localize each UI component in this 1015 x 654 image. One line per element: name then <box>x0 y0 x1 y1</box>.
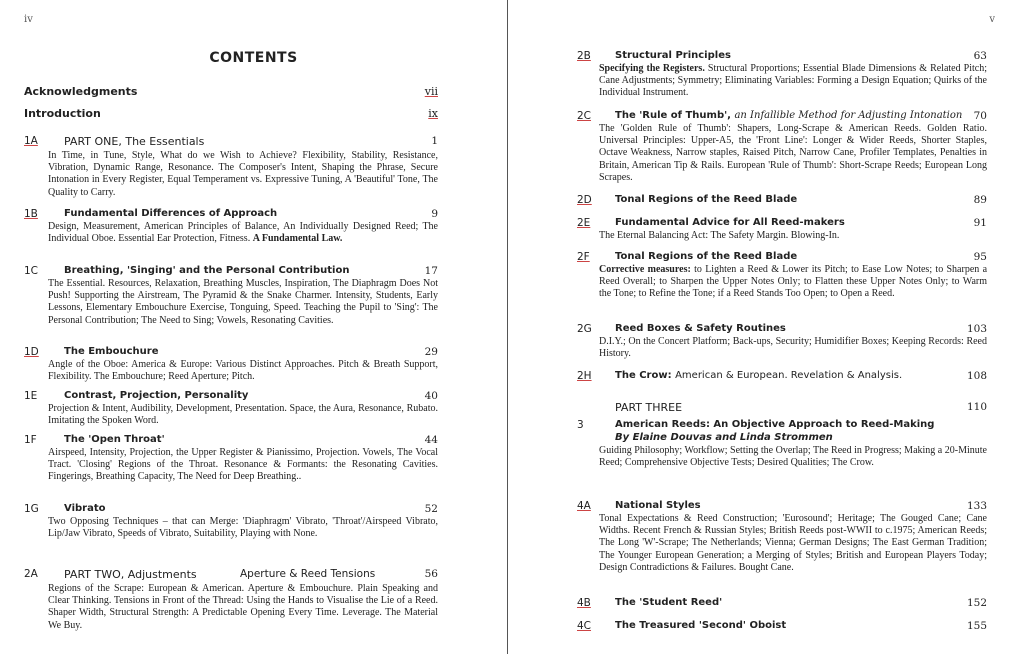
entry-page: 89 <box>973 194 987 206</box>
entry-number: 2D <box>577 194 592 206</box>
entry-description <box>48 221 438 245</box>
front-matter-label: Acknowledgments <box>24 85 138 98</box>
entry-number: 1B <box>24 208 38 220</box>
entry-page: 9 <box>431 208 438 220</box>
entry-description-text: to Lighten a Reed & Lower its Pitch; to Ease Low Notes; to Sharpen a Reed Overall; to Sharpen the Upper Notes Only; to Flatten these Upper Notes Only; to Warm the Tone; to Refine the Tone; if a Reed Stands Too Open; to Open a Reed. <box>599 264 988 300</box>
entry-heading: The Treasured 'Second' Oboist <box>615 620 787 631</box>
entry-number: 4B <box>577 597 591 609</box>
right-page-number: v <box>989 14 995 25</box>
toc-entry-4b <box>577 597 987 611</box>
entry-description-bold: Corrective measures: <box>599 264 691 275</box>
entry-page: 52 <box>424 503 438 515</box>
toc-entry-2g <box>577 323 987 363</box>
entry-number: 4C <box>577 620 592 632</box>
entry-heading: Tonal Regions of the Reed Blade <box>615 194 798 205</box>
entry-heading: Vibrato <box>64 503 106 514</box>
toc-entry-1a <box>24 135 438 205</box>
toc-entry-4c <box>577 620 987 634</box>
entry-description-text: Structural Proportions; Essential Blade Dimensions & Related Pitch; Cane Adjustments; Symmetry; Eliminating Variables: Forming a Design Equation; Quirks of the Individual Instrument. <box>599 63 988 99</box>
entry-description: Tonal Expectations & Reed Construction; 'Eurosound'; Heritage; The Gouged Cane; Cane Widths. Recent French & Russian Styles; British Reeds post-WWII to c.1975; American Reeds; The Long 'W'-Scrape; The Netherlands; Vienna; German Designs; The East German Tradition; The Younger European Generation; a Merging of Styles; British and European Players Today; Design Contradictions & Failures. Bought Cane. <box>599 513 987 573</box>
toc-entry-2c <box>577 110 987 186</box>
entry-number: 1C <box>24 265 39 277</box>
entry-page: 1 <box>431 135 438 147</box>
entry-heading: Breathing, 'Singing' and the Personal Contribution <box>64 265 350 276</box>
entry-description: The 'Golden Rule of Thumb': Shapers, Long-Scrape & American Reeds. Golden Ratio. Universal Principles: Upper-A5, the 'Front Line': Longer & Wider Reeds, Shorter Staples, Octave Weakness, Narrow staples, Raised Pitch, Narrow Cane, Profiler Templates, Penalties in Britain, American Tip & Rails. European 'Rule of Thumb': Short-Scrape Reeds; European Long Scrapes. <box>599 123 987 183</box>
entry-subheading: By Elaine Douvas and Linda Strommen <box>615 432 833 443</box>
entry-page: 110 <box>966 401 987 413</box>
toc-entry-1d <box>24 346 438 386</box>
entry-description: Angle of the Oboe: America & Europe: Various Distinct Approaches. Pitch & Breath Support, Flexibility. The Embouchure; Reed Aperture; Pitch. <box>48 359 438 383</box>
entry-heading: Fundamental Advice for All Reed-makers <box>615 217 845 228</box>
entry-page: 152 <box>966 597 987 609</box>
entry-heading-rest: American & European. Revelation & Analysis. <box>675 370 903 381</box>
entry-description: Regions of the Scrape: European & American. Aperture & Embouchure. Plain Speaking and Clear Thinking. Tensions in Front of the Thread: Using the Hands to Visualise the Lie of a Reed. Shaper Width, Structural Strength: A Predictable Opening Every Time. Leverage. The Material We Buy. <box>48 583 438 631</box>
entry-number: 1G <box>24 503 39 515</box>
entry-page: 70 <box>973 110 987 122</box>
entry-number: 2H <box>577 370 592 382</box>
entry-description: Two Opposing Techniques – that can Merge: 'Diaphragm' Vibrato, 'Throat'/Airspeed Vibrato, Lip/Jaw Vibrato, Speeds of Vibrato, Suitability, Playing with None. <box>48 516 438 540</box>
entry-description <box>599 63 987 100</box>
front-matter-page: vii <box>424 85 438 98</box>
entry-number: 2A <box>24 568 38 580</box>
contents-title: CONTENTS <box>209 50 298 66</box>
entry-number: 1A <box>24 135 38 147</box>
entry-page: 44 <box>424 434 438 446</box>
entry-description: Projection & Intent, Audibility, Development, Presentation. Space, the Aura, Resonance, Rubato. Imitating the Spoken Word. <box>48 403 438 427</box>
toc-entry-1b <box>24 208 438 260</box>
toc-entry-2b <box>577 50 987 102</box>
entry-heading: The 'Student Reed' <box>615 597 723 608</box>
entry-number: 4A <box>577 500 591 512</box>
entry-heading <box>615 110 962 121</box>
entry-heading: National Styles <box>615 500 701 511</box>
entry-description-bold: Specifying the Registers. <box>599 63 705 74</box>
entry-description <box>599 264 987 301</box>
entry-heading-main: The 'Rule of Thumb', <box>615 110 731 121</box>
entry-description-bold: A Fundamental Law. <box>252 233 343 245</box>
entry-description: The Essential. Resources, Relaxation, Breathing Muscles, Inspiration, The Diaphragm Does Not Push! Supporting the Airstream, The Pyramid & the Snake Charmer. Intensity, Students, Early Lessons, Elementary Embouchure Exercise, Tonguing, Speed. Teaching the Pupil to 'Sing': The Personal Contribution; The Need to Sing; Vowels, Resonating Cavities. <box>48 278 438 326</box>
entry-description: Guiding Philosophy; Workflow; Setting the Overlap; The Reed in Progress; Making a 20-Minute Reed; Comprehensive Objective Tests; Desired Qualities; The Crow. <box>599 445 987 469</box>
left-page-number: iv <box>24 14 33 25</box>
entry-page: 29 <box>424 346 438 358</box>
front-matter-acknowledgments <box>24 85 438 98</box>
toc-part-three <box>577 401 987 415</box>
entry-page: 133 <box>966 500 987 512</box>
entry-page: 108 <box>966 370 987 382</box>
entry-description: The Eternal Balancing Act: The Safety Margin. Blowing-In. <box>599 230 840 241</box>
toc-entry-3 <box>577 419 987 485</box>
part-heading: PART THREE <box>615 401 683 414</box>
entry-page: 56 <box>424 568 438 580</box>
toc-entry-1e <box>24 390 438 430</box>
entry-number: 2G <box>577 323 592 335</box>
entry-heading: PART TWO, Adjustments <box>64 568 197 581</box>
entry-description-text: Design, Measurement, American Principles of Balance, An Individually Designed Reed; The Individual Oboe. Essential Ear Protection, Fitness. <box>48 221 438 245</box>
page-gutter-divider <box>507 0 508 654</box>
front-matter-page: ix <box>428 107 438 120</box>
entry-heading-main: The Crow: <box>615 370 672 381</box>
entry-description: Airspeed, Intensity, Projection, the Upper Register & Pianissimo, Projection. Vowels, The Vocal Tract. 'Closing' Regions of the Throat. Resonance & Formants: the Resonating Cavities. Fingerings, Breathing Capacity, The Need for Deep Breathing.. <box>48 447 438 483</box>
entry-heading: Structural Principles <box>615 50 731 61</box>
entry-number: 1F <box>24 434 37 446</box>
entry-number: 1E <box>24 390 38 402</box>
entry-page: 95 <box>973 251 987 263</box>
entry-heading-italic: an Infallible Method for Adjusting Intonation <box>734 110 963 121</box>
entry-number: 2E <box>577 217 591 229</box>
toc-entry-2e <box>577 217 987 245</box>
toc-entry-2a <box>24 568 438 638</box>
left-page <box>0 0 507 654</box>
entry-heading <box>615 370 902 381</box>
entry-number: 2B <box>577 50 591 62</box>
entry-number: 2C <box>577 110 592 122</box>
entry-heading: Contrast, Projection, Personality <box>64 390 249 401</box>
entry-heading: The 'Open Throat' <box>64 434 165 445</box>
entry-heading: The Embouchure <box>64 346 159 357</box>
right-page <box>509 0 1015 654</box>
toc-entry-2d <box>577 194 987 208</box>
entry-number: 3 <box>577 419 584 431</box>
front-matter-label: Introduction <box>24 107 101 120</box>
entry-heading-extra: Aperture & Reed Tensions <box>240 568 376 580</box>
entry-page: 40 <box>424 390 438 402</box>
toc-entry-4a <box>577 500 987 588</box>
entry-number: 1D <box>24 346 39 358</box>
entry-description: D.I.Y.; On the Concert Platform; Back-ups, Security; Humidifier Boxes; Keeping Records: Reed History. <box>599 336 987 360</box>
entry-heading: Reed Boxes & Safety Routines <box>615 323 786 334</box>
entry-description: In Time, in Tune, Style, What do we Wish to Achieve? Flexibility, Stability, Resistance, Vibration, Dynamic Range, Resonance. The Composer's Intent, Shaping the Phrase, Secure Intonation in Every Register, Equal Temperament vs. Expressive Tuning, A 'Beautiful' Tone, The Quality to Carry. <box>48 150 438 198</box>
entry-heading: Tonal Regions of the Reed Blade <box>615 251 798 262</box>
front-matter-introduction <box>24 107 438 120</box>
toc-entry-2f <box>577 251 987 315</box>
entry-number: 2F <box>577 251 590 263</box>
toc-entry-1c <box>24 265 438 343</box>
entry-page: 17 <box>424 265 438 277</box>
entry-page: 91 <box>973 217 987 229</box>
entry-page: 63 <box>973 50 987 62</box>
entry-page: 103 <box>966 323 987 335</box>
toc-entry-1g <box>24 503 438 555</box>
entry-heading: PART ONE, The Essentials <box>64 135 205 148</box>
toc-entry-1f <box>24 434 438 498</box>
entry-heading: Fundamental Differences of Approach <box>64 208 278 219</box>
entry-page: 155 <box>966 620 987 632</box>
toc-entry-2h <box>577 370 987 384</box>
entry-heading: American Reeds: An Objective Approach to Reed-Making <box>615 419 935 430</box>
